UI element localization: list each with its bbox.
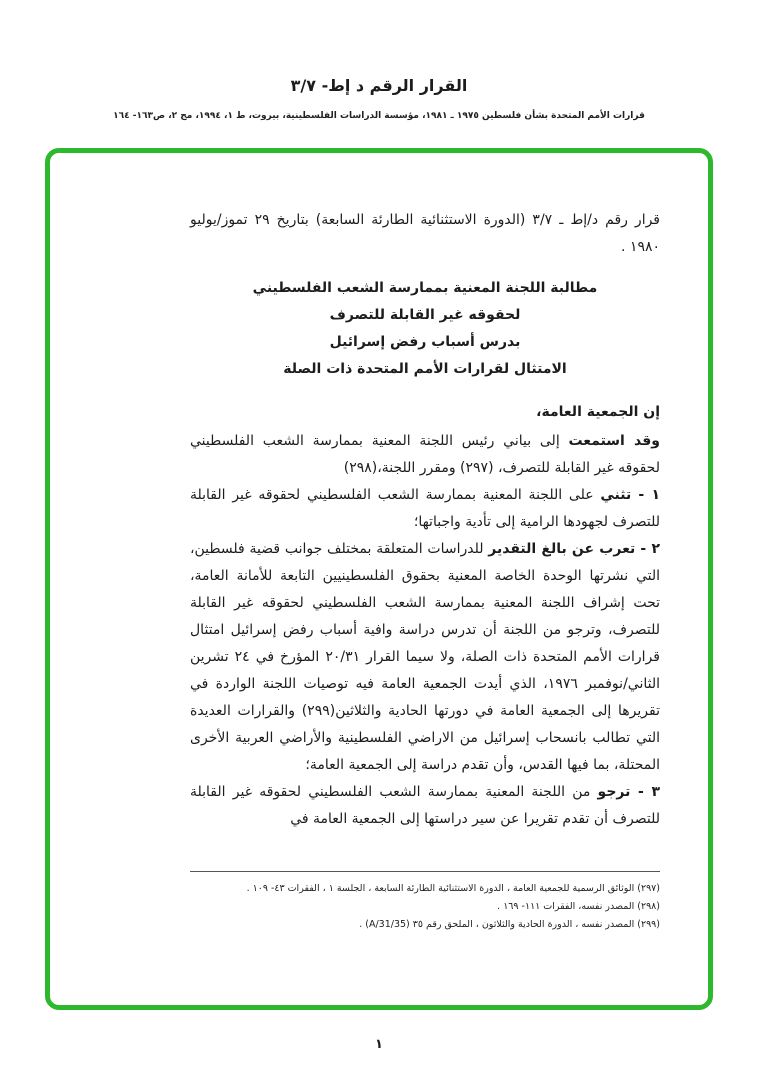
document-frame: [45, 148, 713, 1010]
resolution-intro: قرار رقم د/إط ـ ٣/٧ (الدورة الاستثنائية الطارئة السابعة) بتاريخ ٢٩ تموز/يوليو ١٩٨٠ .: [190, 212, 660, 255]
resolution-title: [190, 275, 660, 383]
title-line-1: مطالبة اللجنة المعنية بممارسة الشعب الفلسطيني: [252, 280, 598, 296]
body-paragraph-1: [190, 482, 660, 536]
paragraph-lead: ١ - تثني: [600, 487, 660, 503]
paragraph-lead: ٢ - تعرب عن بالغ التقدير: [488, 541, 660, 557]
title-line-2: لحقوقه غير القابلة للتصرف: [329, 307, 521, 323]
salutation: إن الجمعية العامة،: [536, 404, 660, 420]
body-paragraph-3: [190, 779, 660, 833]
body-paragraph-2: [190, 536, 660, 779]
title-line-4: الامتثال لقرارات الأمم المتحدة ذات الصلة: [283, 361, 567, 377]
page-title: القرار الرقم د إط- ٣/٧: [290, 76, 468, 95]
footnote-297: (٢٩٧) الوثائق الرسمية للجمعية العامة ، الدورة الاستثنائية الطارئة السابعة ، الجلسة ١ ، الفقرات ٤٣- ١٠٩ .: [246, 883, 660, 894]
footnote-298: (٢٩٨) المصدر نفسه، الفقرات ١١١- ١٦٩ .: [497, 901, 660, 912]
footnote-divider: [190, 871, 660, 872]
page-number: ١: [375, 1037, 383, 1052]
paragraph-lead: ٣ - ترجو: [597, 784, 660, 800]
title-line-3: بدرس أسباب رفض إسرائيل: [329, 334, 521, 350]
page-header: [0, 0, 758, 121]
body-paragraph-preamble: [190, 428, 660, 482]
footnotes-section: [190, 871, 660, 934]
paragraph-text: للدراسات المتعلقة بمختلف جوانب قضية فلسطين، التي نشرتها الوحدة الخاصة المعنية بحقوق الفلسطينيين التابعة للأمانة العامة، تحت إشراف اللجنة المعنية بممارسة الشعب الفلسطيني لحقوقه غير القابلة للتصرف، وترجو من اللجنة أن تدرس دراسة وافية أسباب رفض إسرائيل امتثال قرارات الأمم المتحدة ذات الصلة، ولا سيما القرار ٢٠/٣١ المؤرخ في ٢٤ تشرين الثاني/نوفمبر ١٩٧٦، الذي أيدت الجمعية العامة فيه توصيات اللجنة الواردة في تقريرها إلى الجمعية العامة في دورتها الحادية والثلاثين(٢٩٩) والقرارات العديدة التي تطالب بانسحاب إسرائيل من الاراضي الفلسطينية والأراضي العربية الأخرى المحتلة، بما فيها القدس، وأن تقدم دراسة إلى الجمعية العامة؛: [190, 541, 660, 773]
document-body: [50, 153, 708, 934]
source-citation: قرارات الأمم المتحدة بشأن فلسطين ١٩٧٥ ـ ١٩٨١، مؤسسة الدراسات الفلسطينية، بيروت، ط ١، ١٩٩٤، مج ٢، ص١٦٣- ١٦٤: [113, 111, 645, 121]
footnote-299: (٢٩٩) المصدر نفسه ، الدورة الحادية والثلاثون ، الملحق رقم ٣٥ (A/31/35) .: [359, 919, 660, 930]
paragraph-text: إلى بياني رئيس اللجنة المعنية بممارسة الشعب الفلسطيني لحقوقه غير القابلة للتصرف، (٢٩٧) ومقرر اللجنة،(٢٩٨): [190, 433, 660, 476]
paragraph-text: على اللجنة المعنية بممارسة الشعب الفلسطيني لحقوقه غير القابلة للتصرف لجهودها الرامية إلى تأدية واجباتها؛: [190, 487, 660, 530]
paragraph-lead: وقد استمعت: [568, 433, 660, 449]
paragraph-text: من اللجنة المعنية بممارسة الشعب الفلسطيني لحقوقه غير القابلة للتصرف أن تقدم تقريرا عن سير دراستها إلى الجمعية العامة في: [190, 784, 660, 827]
